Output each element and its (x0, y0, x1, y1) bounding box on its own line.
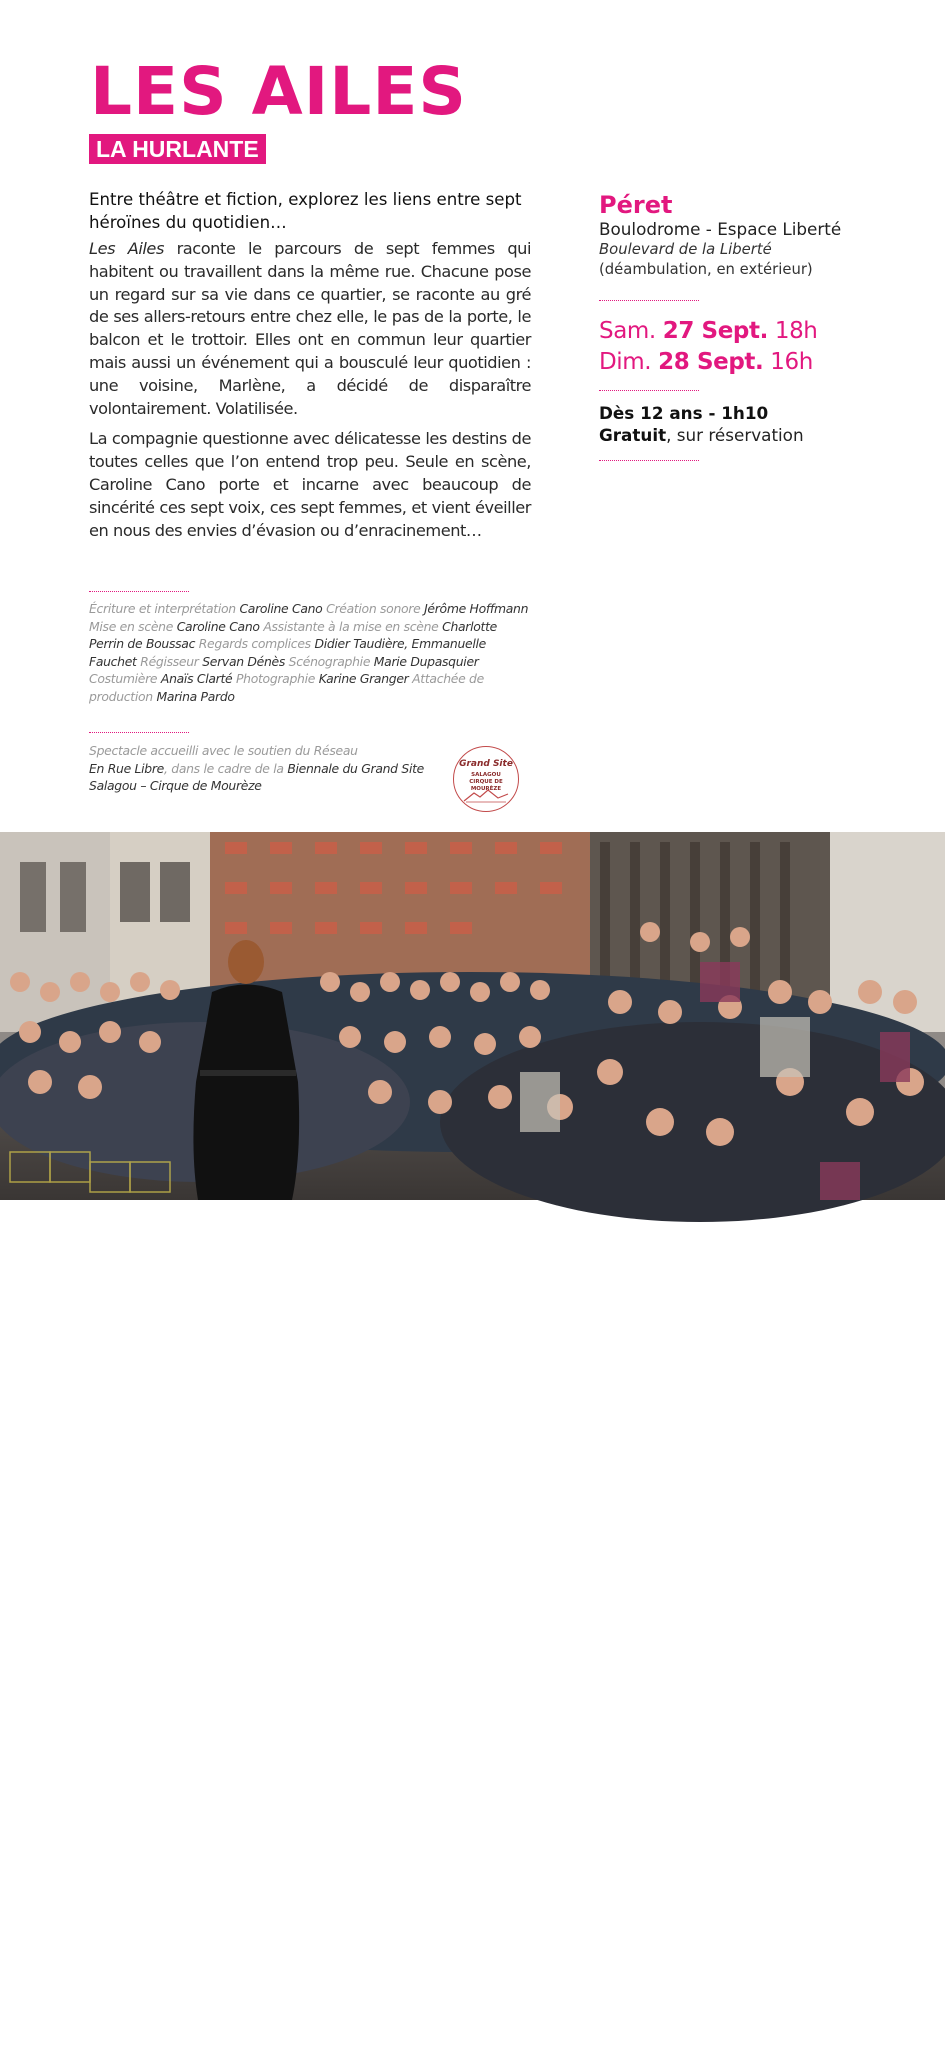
credit-name: Anaïs Clarté (160, 671, 233, 687)
date-day: Sam. (599, 318, 656, 344)
grand-site-logo (453, 746, 519, 812)
logo-line-1: Grand Site (459, 759, 513, 769)
date-1 (599, 316, 818, 346)
credit-name: Servan Dénès (202, 653, 286, 669)
credit-name: Jérôme Hoffmann (424, 601, 529, 616)
credit-role: Création sonore (326, 601, 421, 616)
date-value: 27 Sept. (662, 318, 768, 344)
credit-name: Marie Dupasquier (373, 653, 479, 669)
credit-role: Assistante à la mise en scène (263, 618, 439, 634)
venue-place: Boulodrome - Espace Liberté (599, 219, 842, 239)
credit-role: Costumière (89, 671, 158, 687)
price-info (599, 424, 804, 446)
company-badge: LA HURLANTE (89, 134, 266, 164)
date-day: Dim. (599, 349, 652, 375)
date-value: 28 Sept. (658, 349, 764, 375)
photo-illustration (0, 832, 945, 1200)
age-duration: Dès 12 ans - 1h10 (599, 403, 769, 423)
venue-city: Péret (599, 191, 673, 219)
credit-role: Regards complices (198, 636, 311, 652)
credit-role: Régisseur (140, 653, 199, 669)
site-name: Salagou – Cirque de Mourèze (89, 778, 262, 794)
show-title: LES AILES (90, 53, 467, 130)
credit-name: Caroline Cano (239, 601, 323, 616)
credit-name: Karine Granger (318, 671, 409, 687)
credit-name: Didier Taudière, Emmanuelle Fauchet (89, 636, 486, 669)
credit-role: Photographie (235, 671, 316, 687)
credits-block (89, 600, 529, 706)
credit-name: Marina Pardo (156, 688, 235, 704)
network-name: En Rue Libre (89, 760, 164, 776)
price: Gratuit (599, 425, 667, 445)
divider-support (89, 732, 189, 733)
credit-role: Attachée de production (89, 671, 484, 704)
date-time: 16h (770, 349, 813, 375)
description-paragraph-2: La compagnie questionne avec délicatesse les destins de toutes celles que l’on entend trop peu. Seule en scène, Caroline Cano porte et incarne avec beaucoup de sincérité ces sept voix, ces sept femmes, et vient éveiller en nous des envies d’évasion ou d’enracinement… (89, 429, 531, 540)
description-paragraph-1 (89, 238, 531, 420)
venue-street: Boulevard de la Liberté (599, 241, 772, 258)
paragraph-1-text: raconte le parcours de sept femmes qui habitent ou travaillent dans la même rue. Chacune pose un regard sur sa vie dans ce quartier, se raconte au gré de ses allers-retours entre chez elle, le pas de la porte, le balcon et le trottoir. Elles ont en commun leur quartier mais aussi un événement qui a bousculé leur quotidien : une voisine, Marlène, a décidé de disparaître volontairement. Volatilisée. (89, 239, 532, 418)
description (89, 238, 531, 550)
performance-photo (0, 832, 945, 2054)
credit-role: Scénographie (288, 653, 371, 669)
booking-note: , sur réservation (666, 425, 804, 445)
logo-line-2: SALAGOU (471, 772, 501, 778)
support-block (89, 742, 439, 795)
support-text: , dans le cadre de la (163, 760, 288, 776)
show-title-inline: Les Ailes (89, 239, 164, 258)
support-text: Spectacle accueilli avec le soutien du Réseau (89, 743, 358, 758)
logo-line-3: CIRQUE DE MOURÈZE (469, 779, 503, 792)
landscape-icon (464, 789, 508, 803)
credit-name: Caroline Cano (176, 618, 260, 634)
credit-role: Mise en scène (89, 618, 174, 634)
credit-role: Écriture et interprétation (89, 601, 236, 616)
divider-venue (599, 300, 699, 301)
venue-note: (déambulation, en extérieur) (599, 261, 813, 278)
date-2 (599, 347, 813, 377)
date-time: 18h (774, 318, 818, 344)
biennale-name: Biennale du Grand Site (287, 760, 424, 776)
divider-info (599, 460, 699, 461)
credit-name: Charlotte Perrin de Boussac (89, 618, 497, 652)
divider-dates (599, 390, 699, 391)
divider-credits (89, 591, 189, 592)
photo-credit: © Sophie Roberto La Manufacture (841, 1892, 852, 2054)
intro-text: Entre théâtre et fiction, explorez les liens entre sept héroïnes du quotidien… (89, 190, 522, 232)
